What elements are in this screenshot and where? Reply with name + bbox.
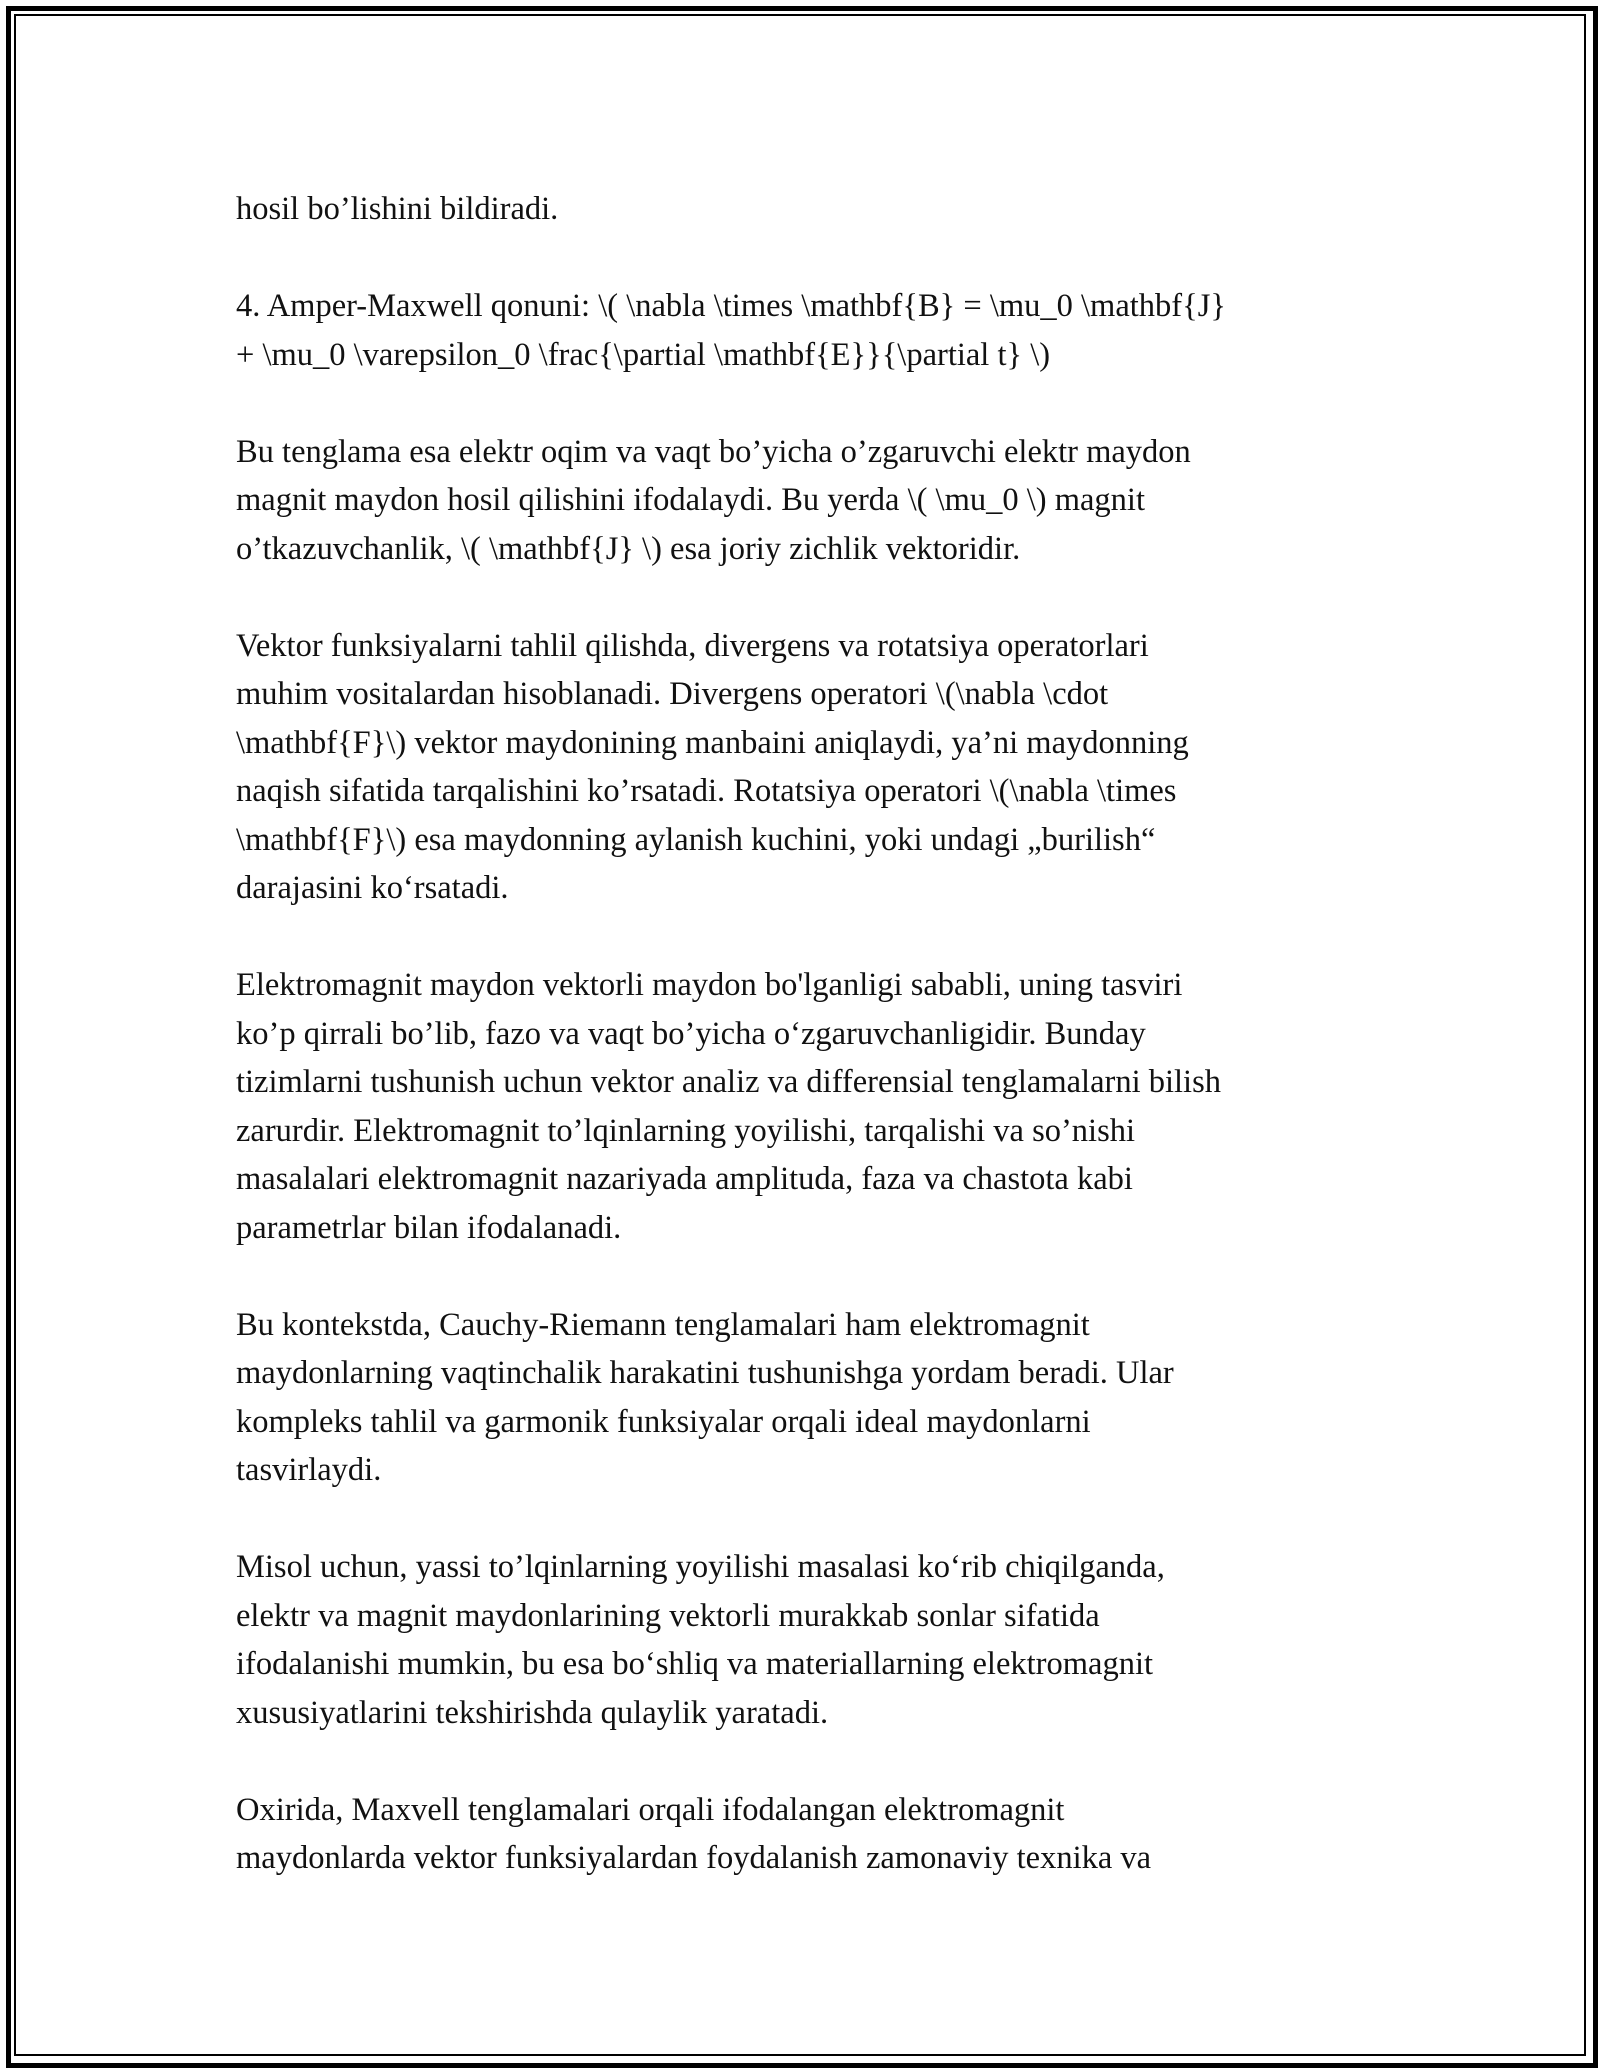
- paragraph-continuation: hosil bo’lishini bildiradi.: [236, 191, 559, 227]
- paragraph-plane-waves: Misol uchun, yassi to’lqinlarning yoyilishi masalasi ko‘rib chiqilganda, elektr va magnit maydonlarining vektorli murakkab sonlar sifatida ifodalanishi mumkin, bu esa bo‘shliq va materiallarning elektromagnit xususiyatlarini tekshirishda qulaylik yaratadi.: [236, 1549, 1165, 1731]
- paragraph-cauchy-riemann: Bu kontekstda, Cauchy-Riemann tenglamalari ham elektromagnit maydonlarning vaqtinchalik harakatini tushunishga yordam beradi. Ular kompleks tahlil va garmonik funksiyalar orqali ideal maydonlarni tasvirlaydi.: [236, 1306, 1174, 1488]
- paragraph-electromagnetic-field: Elektromagnit maydon vektorli maydon bo'lganligi sababli, uning tasviri ko’p qirrali bo’lib, fazo va vaqt bo’yicha o‘zgaruvchanligidir. Bunday tizimlarni tushunish uchun vektor analiz va differensial tenglamalarni bilish zarurdir. Elektromagnit to’lqinlarning yoyilishi, tarqalishi va so’nishi masalalari elektromagnit nazariyada amplituda, faza va chastota kabi parametrlar bilan ifodalanadi.: [236, 967, 1221, 1246]
- paragraph-ampere-maxwell-law: 4. Amper-Maxwell qonuni: \( \nabla \times \mathbf{B} = \mu_0 \mathbf{J} + \mu_0 \varepsilon_0 \frac{\partial \mathbf{E}}{\partial t} \): [236, 288, 1226, 373]
- paragraph-ampere-explanation: Bu tenglama esa elektr oqim va vaqt bo’yicha o’zgaruvchi elektr maydon magnit maydon hosil qilishini ifodalaydi. Bu yerda \( \mu_0 \) magnit o’tkazuvchanlik, \( \mathbf{J} \) esa joriy zichlik vektoridir.: [236, 433, 1191, 567]
- paragraph-divergence-rotation: Vektor funksiyalarni tahlil qilishda, divergens va rotatsiya operatorlari muhim vositalardan hisoblanadi. Divergens operatori \(\nabla \cdot \mathbf{F}\) vektor maydonining manbaini aniqlaydi, ya’ni maydonning naqish sifatida tarqalishini ko’rsatadi. Rotatsiya operatori \(\nabla \times \mathbf{F}\) esa maydonning aylanish kuchini, yoki undagi „burilish“ darajasini ko‘rsatadi.: [236, 627, 1189, 906]
- document-body: [236, 185, 1376, 1883]
- paragraph-conclusion: Oxirida, Maxvell tenglamalari orqali ifodalangan elektromagnit maydonlarda vektor funksiyalardan foydalanish zamonaviy texnika va: [236, 1791, 1152, 1876]
